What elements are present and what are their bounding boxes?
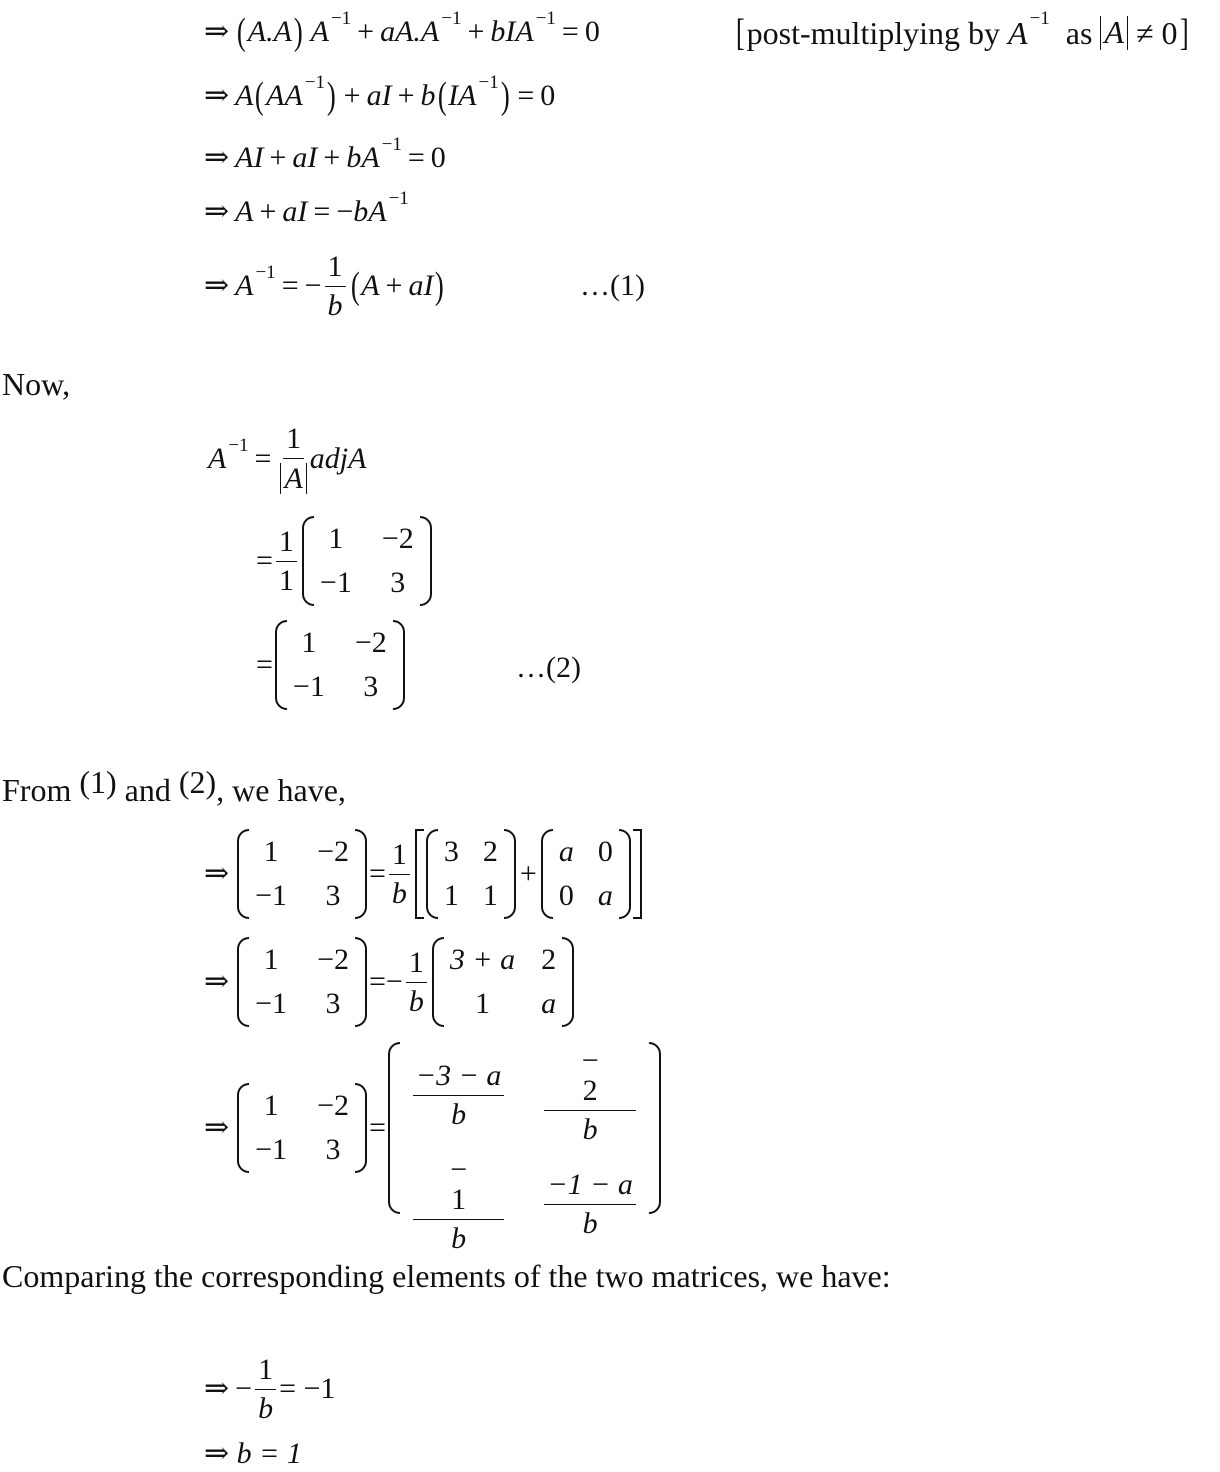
compare-eq-3: ⇒ 1 −2 −1 3 = $\frac{-3 - a}{b}$ − 2 b − 1 b $\frac{-1 - a}{b}$ xyxy=(204,1040,663,1216)
now-label: Now, xyxy=(2,365,71,402)
compare-eq-1: ⇒ 1 −2 −1 3 = $\frac{1}{b}$ 3 2 1 1 + a 0 0 a xyxy=(204,826,644,922)
final-eq-1: ⇒ − $\frac{1}{b}$ = −1 xyxy=(204,1352,336,1425)
compare-eq-2: ⇒ 1 −2 −1 3 =− $\frac{1}{b}$ 3 + a 2 1 a xyxy=(204,934,576,1030)
inverse-definition: A −1 = $\frac{1}{A}$ adjA xyxy=(208,421,367,495)
equation-tag-2: …(2) xyxy=(516,651,581,684)
step-5: ⇒ A −1 = − $\frac{1}{b}$ ( A + aI ) xyxy=(204,249,445,322)
step-3: ⇒ AI + aI + bA −1 = 0 xyxy=(204,133,446,174)
step-2: ⇒ A ( AA −1 ) + aI + b ( IA −1 ) = 0 xyxy=(204,71,556,117)
final-eq-2: ⇒ b = 1 xyxy=(204,1437,302,1470)
from-text: From (1) and (2) , we have, xyxy=(2,763,346,808)
inverse-step-3: = 1 −2 −1 3 xyxy=(256,620,407,710)
inverse-step-2: = $\frac{1}{1}$ 1 −2 −1 3 xyxy=(256,516,434,606)
step-1: ⇒ ( A.A ) A −1 + aA.A −1 + bIA −1 = 0 xyxy=(204,7,600,53)
matrix-adj: 1 −2 −1 3 xyxy=(302,516,432,606)
adj-text: adjA xyxy=(309,442,367,475)
comparing-text: Comparing the corresponding elements of the two matrices, we have: xyxy=(2,1257,891,1294)
step-4: ⇒ A + aI = − bA −1 xyxy=(204,187,409,228)
equation-tag-1: …(1) xyxy=(580,269,645,302)
fraction-one-over-b: $\frac{1}{b}$ xyxy=(325,252,346,321)
matrix-inverse: 1 −2 −1 3 xyxy=(275,620,405,710)
step-1-note: [ post-multiplying by A −1 as A ≠ 0 ] xyxy=(735,8,1189,54)
